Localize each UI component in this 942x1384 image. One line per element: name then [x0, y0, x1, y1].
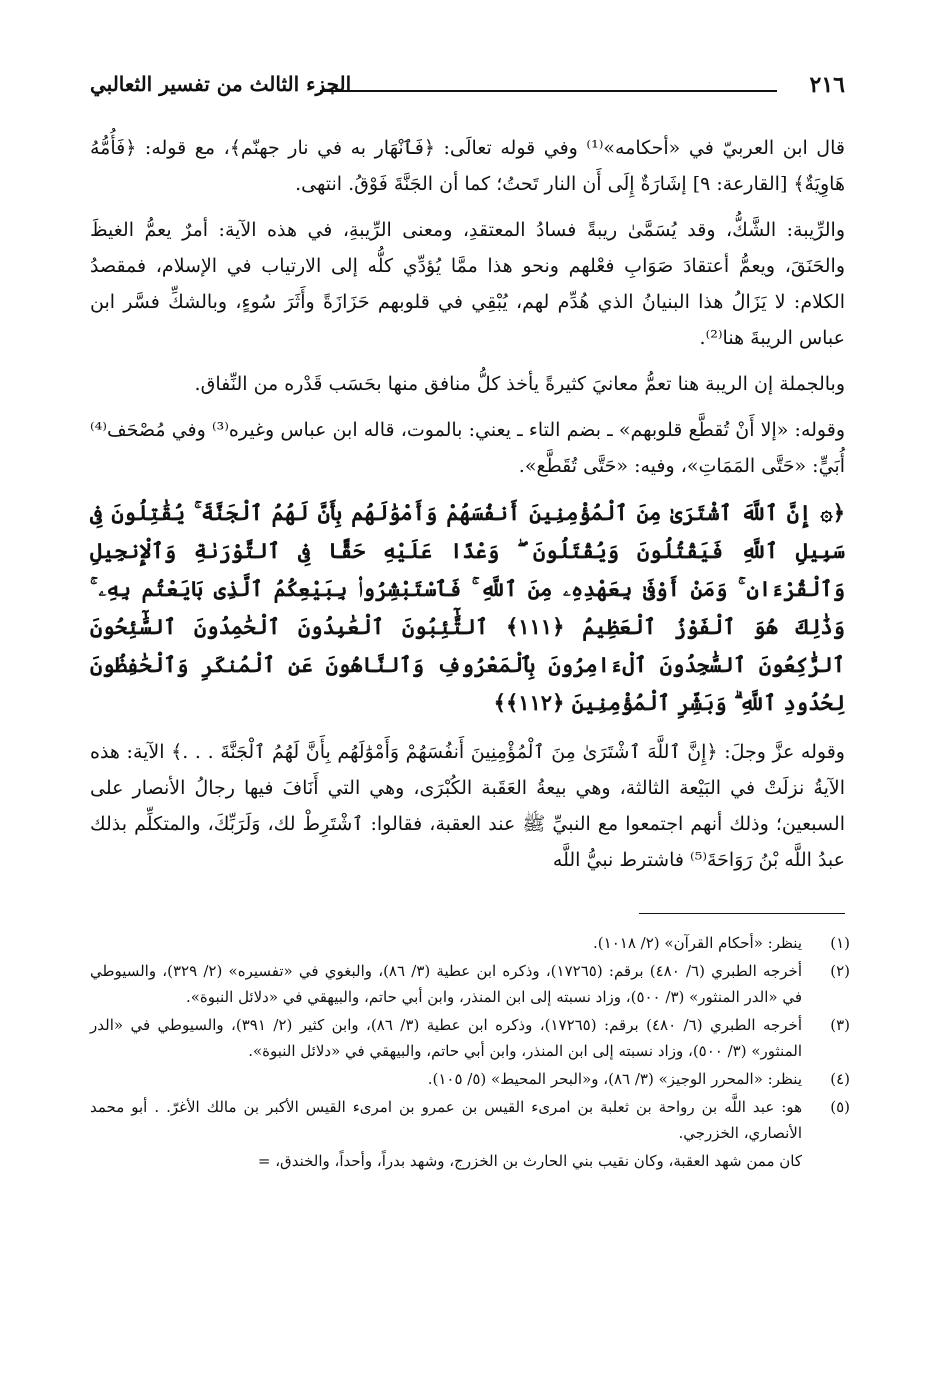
footnote-5 — [90, 1094, 850, 1146]
footnote-text: ينظر: «المحرر الوجيز» (٣/ ٨٦)، و«البحر المحيط» (٥/ ١٠٥). — [427, 1070, 802, 1088]
footnote-text: هو: عبد اللَّه بن رواحة بن ثعلبة بن امرىء القيس بن عمرو بن امرىء القيس الأكبر بن مالك الأغرّ. . أبو محمد الأنصاري، الخزرجي. — [90, 1098, 802, 1142]
footnote-1 — [90, 930, 850, 956]
paragraph-2: والرِّيبة: الشَّكُّ، وقد يُسَمَّىٰ ريبةً فسادُ المعتقدِ، ومعنى الرِّيبةِ، في هذه الآية: أمرٌ يعمُّ الغيظَ والحَنَقَ، ويعمُّ أعتقادَ صَوَابِ فعْلهم ونحو هذا ممَّا يُؤدِّي كلُّه إلى الارتياب في الإسلام، فمقصدُ الكلام: لا يَزَالُ هذا البنيانُ الذي هُدِّم لهم، يُبْقِي في قلوبهم حَزَازَةً وأَثَرَ سُوءٍ، وبالشكِّ فسَّر ابن عباس الريبةَ هنا⁽²⁾. — [90, 219, 845, 349]
footnote-text: أخرجه الطبري (٦/ ٤٨٠) برقم: (١٧٢٦٥)، وذكره ابن عطية (٣/ ٨٦)، والبغوي في «تفسيره» (٢/ ٣٢٩)، والسيوطي في «الدر المنثور» (٣/ ٥٠٠)، وزاد نسبته إلى ابن المنذر، وابن أبي حاتم، والبيهقي في «دلائل النبوة». — [90, 962, 802, 1006]
footnote-separator — [639, 913, 845, 914]
running-title: الجزء الثالث من تفسير الثعالبي — [90, 72, 352, 96]
footnote-number: (٥) — [830, 1098, 850, 1116]
footnote-text: ينظر: «أحكام القرآن» (٢/ ١٠١٨). — [593, 934, 802, 952]
footnote-text: أخرجه الطبري (٦/ ٤٨٠) برقم: (١٧٢٦٥)، وذكره ابن عطية (٣/ ٨٦)، وابن كثير (٢/ ٣٩١)، والسيوطي في «الدر المنثور» (٣/ ٥٠٠)، وزاد نسبته إلى ابن المنذر، وابن أبي حاتم، والبيهقي في «دلائل النبوة». — [90, 1016, 802, 1060]
footnote-continuation: كان ممن شهد العقبة، وكان نقيب بني الحارث بن الخزرج، وشهد بدراً، وأحداً، والخندق، = — [257, 1152, 802, 1170]
footnote-number: (٣) — [830, 1016, 850, 1034]
paragraph-1: قال ابن العربيّ في «أحكامه»⁽¹⁾ وفي قوله تعالَى: ﴿فَٱنْهَار به في نار جهنّم﴾، مع قوله: ﴿فَأُمُّهُ هَاوِيَةٌ﴾ [القارعة: ٩] إشَارَةٌ إِلَى أَن النار تَحتُ؛ كما أن الجَنَّةَ فَوْقُ. انتهى. — [90, 137, 845, 195]
paragraph-3: وبالجملة إن الريبة هنا تعمُّ معانيَ كثيرةً يأخذ كلُّ منافق منها بحَسَب قَدْره من النِّفاق. — [194, 373, 845, 395]
quran-verse-block: ﴿۞ إِنَّ ٱللَّهَ ٱشْتَرَىٰ مِنَ ٱلْمُؤْمِنِينَ أَنفُسَهُمْ وَأَمْوَٰلَهُم بِأَنَّ لَهُمُ ٱلْجَنَّةَ ۚ يُقَٰتِلُونَ فِى سَبِيلِ ٱللَّهِ فَيَقْتُلُونَ وَيُقْتَلُونَ ۖ وَعْدًا عَلَيْهِ حَقًّا فِى ٱلتَّوْرَىٰةِ وَٱلْإِنجِيلِ وَٱلْقُرْءَانِ ۚ وَمَنْ أَوْفَىٰ بِعَهْدِهِۦ مِنَ ٱللَّهِ ۚ فَٱسْتَبْشِرُوا۟ بِبَيْعِكُمُ ٱلَّذِى بَايَعْتُم بِهِۦ ۚ وَذَٰلِكَ هُوَ ٱلْفَوْزُ ٱلْعَظِيمُ ﴿١١١﴾ ٱلتَّٰٓئِبُونَ ٱلْعَٰبِدُونَ ٱلْحَٰمِدُونَ ٱلسَّٰٓئِحُونَ ٱلرَّٰكِعُونَ ٱلسَّٰجِدُونَ ٱلْءَامِرُونَ بِٱلْمَعْرُوفِ وَٱلنَّاهُونَ عَنِ ٱلْمُنكَرِ وَٱلْحَٰفِظُونَ لِحُدُودِ ٱللَّهِ ۗ وَبَشِّرِ ٱلْمُؤْمِنِينَ ﴿١١٢﴾﴾ — [90, 500, 845, 715]
paragraph-4: وقوله: «إلا أَنْ تُقطَّع قلوبهم» ـ بضم التاء ـ يعني: بالموت، قاله ابن عباس وغيره⁽³⁾ وفي مُصْحَف⁽⁴⁾ أُبَيٍّ: «حَتَّى المَمَاتِ»، وفيه: «حَتَّى تُقَطَّع». — [90, 419, 845, 477]
footnote-number: (١) — [830, 934, 850, 952]
footnote-number: (٢) — [830, 962, 850, 980]
page-number: ٢١٦ — [809, 72, 845, 98]
paragraph-5: وقوله عزَّ وجلَ: ﴿إِنَّ ٱللَّهَ ٱشْتَرَىٰ مِنَ ٱلْمُؤْمِنِينَ أَنفُسَهُمْ وَأَمْوَٰلَهُم بِأَنَّ لَهُمُ ٱلْجَنَّةَ . . .﴾ الآية: هذه الآيةُ نزلَتْ في البَيْعة الثالثة، وهي بيعةُ العَقَبة الكُبْرَى، وهي التي أَنَافَ فيها رجالُ الأنصار على السبعين؛ وذلك أنهم اجتمعوا مع النبيِّ ﷺ عند العقبة، فقالوا: ٱشْتَرِطْ لك، وَلَرَبِّكَ، والمتكلِّم بذلك عبدُ اللَّه بْنُ رَوَاحَةَ⁽⁵⁾ فاشترط نبيُّ اللَّه — [90, 741, 845, 871]
main-text — [90, 130, 845, 888]
footnote-2 — [90, 958, 850, 1010]
footnote-3 — [90, 1012, 850, 1064]
page-header — [90, 70, 845, 110]
footnotes — [90, 930, 850, 1174]
header-rule — [320, 90, 777, 92]
footnote-number: (٤) — [830, 1070, 850, 1088]
footnote-4 — [90, 1066, 850, 1092]
